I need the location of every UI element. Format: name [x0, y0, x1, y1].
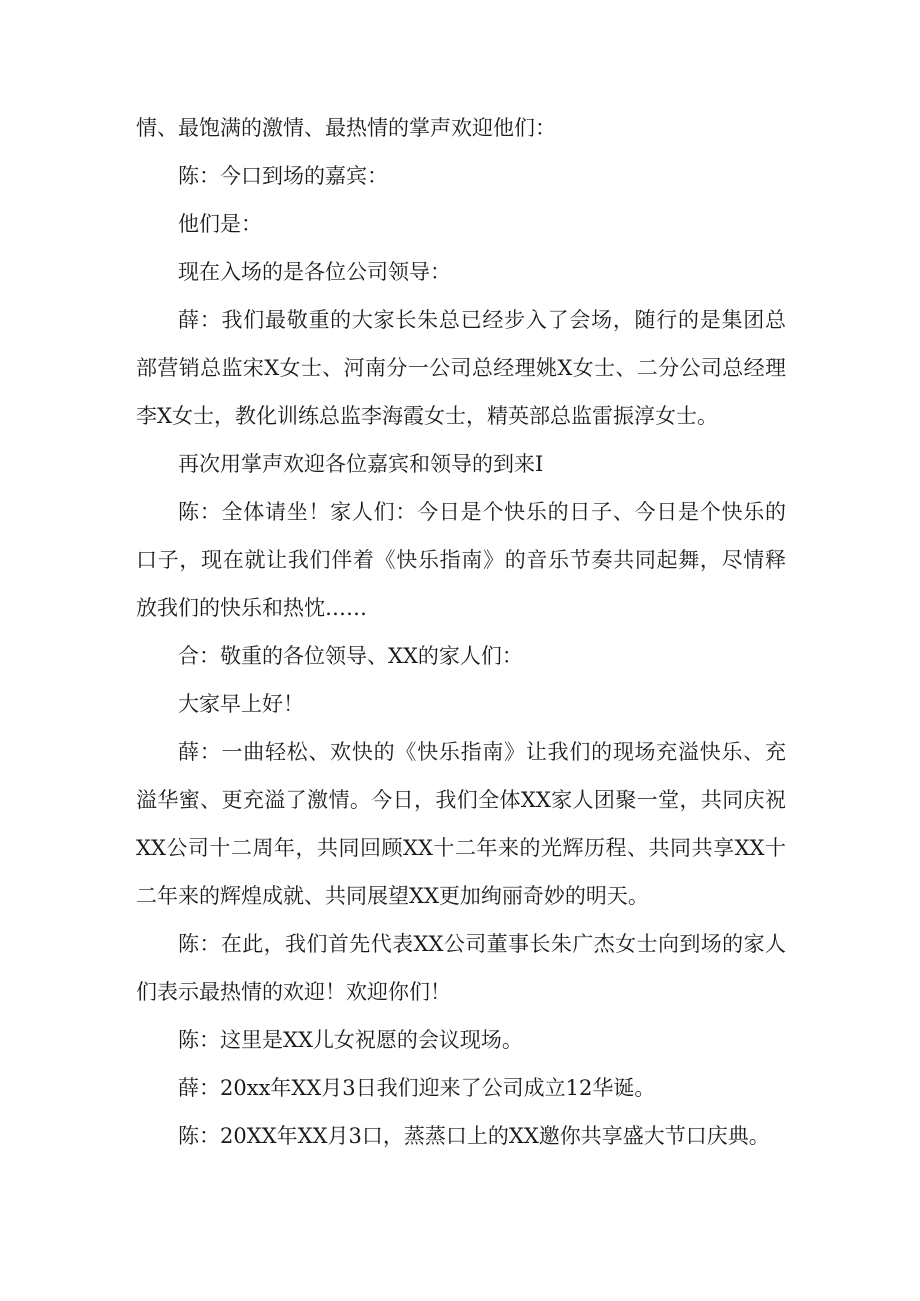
paragraph: 陈：今口到场的嘉宾： [178, 164, 388, 188]
paragraph: 他们是： [178, 212, 262, 236]
paragraph: 再次用掌声欢迎各位嘉宾和领导的到来I [178, 452, 544, 476]
paragraph: 大家早上好！ [178, 692, 304, 716]
paragraph: 薛：20xx年XX月3日我们迎来了公司成立12华诞。 [178, 1076, 656, 1100]
paragraph: 陈：全体请坐！家人们：今日是个快乐的日子、今日是个快乐的口子，现在就让我们伴着《快乐指南》的音乐节奏共同起舞，尽情释放我们的快乐和热忱…… [136, 500, 786, 620]
paragraph: 现在入场的是各位公司领导： [178, 260, 451, 284]
paragraph: 情、最饱满的激情、最热情的掌声欢迎他们： [136, 116, 556, 140]
paragraph: 薛：一曲轻松、欢快的《快乐指南》让我们的现场充溢快乐、充溢华蜜、更充溢了激情。今日，我们全体XX家人团聚一堂，共同庆祝XX公司十二周年，共同回顾XX十二年来的光辉历程、共同共享XX十二年来的辉煌成就、共同展望XX更加绚丽奇妙的明天。 [136, 740, 786, 908]
paragraph: 陈：这里是XX儿女祝愿的会议现场。 [178, 1028, 523, 1052]
paragraph: 陈：20XX年XX月3口，蒸蒸口上的XX邀你共享盛大节口庆典。 [178, 1124, 770, 1148]
document-body [136, 104, 786, 1160]
paragraph: 薛：我们最敬重的大家长朱总已经步入了会场，随行的是集团总部营销总监宋X女士、河南分一公司总经理姚X女士、二分公司总经理李X女士，教化训练总监李海霞女士，精英部总监雷振淳女士。 [136, 308, 786, 428]
paragraph: 陈：在此，我们首先代表XX公司董事长朱广杰女士向到场的家人们表示最热情的欢迎！欢迎你们！ [136, 932, 786, 1004]
paragraph: 合：敬重的各位领导、XX的家人们： [178, 644, 523, 668]
